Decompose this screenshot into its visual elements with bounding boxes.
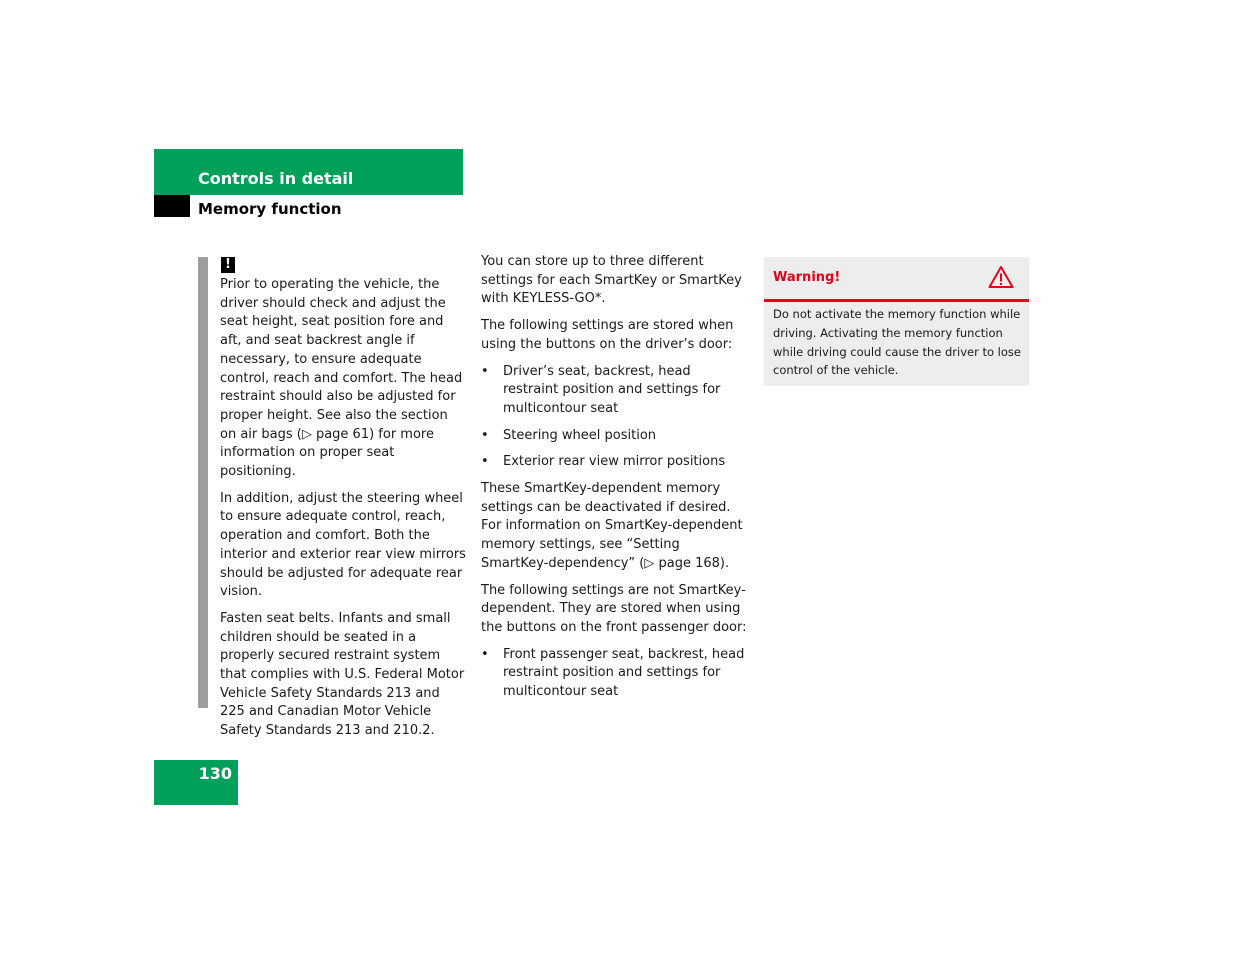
paragraph: These SmartKey-dependent memory settings can be deactivated if desired. For information on SmartKey-dependent memory settings, see “Setting SmartKey-dependency” (▷ page 168).	[481, 481, 743, 571]
paragraph: The following settings are not SmartKey-dependent. They are stored when using the buttons on the front passenger door:	[481, 582, 747, 635]
list-item: • Steering wheel position	[481, 427, 747, 446]
section-header	[154, 149, 463, 195]
warning-header	[764, 257, 1029, 302]
exclamation-icon: !	[221, 257, 235, 273]
driver-settings-list	[481, 363, 747, 473]
caution-note	[198, 257, 466, 739]
warning-box	[764, 257, 1029, 386]
subsection-marker	[154, 195, 190, 217]
warning-text: Do not activate the memory function while driving. Activating the memory function while driving could cause the driver to lose control of the vehicle.	[773, 307, 1021, 378]
passenger-settings-list	[481, 646, 747, 702]
note-body	[220, 276, 466, 749]
subsection-title: Memory function	[198, 200, 342, 218]
paragraph: You can store up to three different settings for each SmartKey or SmartKey with KEYLESS-GO*.	[481, 254, 742, 307]
note-sidebar	[198, 257, 208, 708]
note-paragraph: Prior to operating the vehicle, the driver should check and adjust the seat height, seat position fore and aft, and seat backrest angle if necessary, to ensure adequate control, reach and comfort. The head restraint should also be adjusted for proper height. See also the section on air bags (▷ page 61) for more information on proper seat positioning.	[220, 277, 463, 480]
main-text-column	[481, 253, 747, 710]
list-item: • Driver’s seat, backrest, head restraint position and settings for multicontour seat	[481, 363, 747, 419]
page-number: 130	[198, 764, 232, 783]
list-item: • Front passenger seat, backrest, head restraint position and settings for multicontour seat	[481, 646, 747, 702]
section-title: Controls in detail	[198, 169, 354, 188]
warning-triangle-icon	[988, 265, 1014, 289]
note-paragraph: Fasten seat belts. Infants and small children should be seated in a properly secured restraint system that complies with U.S. Federal Motor Vehicle Safety Standards 213 and 225 and Canadian Motor Vehicle Safety Standards 213 and 210.2.	[220, 610, 465, 739]
warning-label: Warning!	[773, 270, 841, 285]
list-item: • Exterior rear view mirror positions	[481, 453, 747, 472]
paragraph: The following settings are stored when using the buttons on the driver’s door:	[481, 318, 734, 352]
note-paragraph: In addition, adjust the steering wheel to ensure adequate control, reach, operation and comfort. Both the interior and exterior rear view mirrors should be adjusted for adequate rear vision.	[220, 490, 466, 600]
page-number-box	[154, 760, 238, 805]
